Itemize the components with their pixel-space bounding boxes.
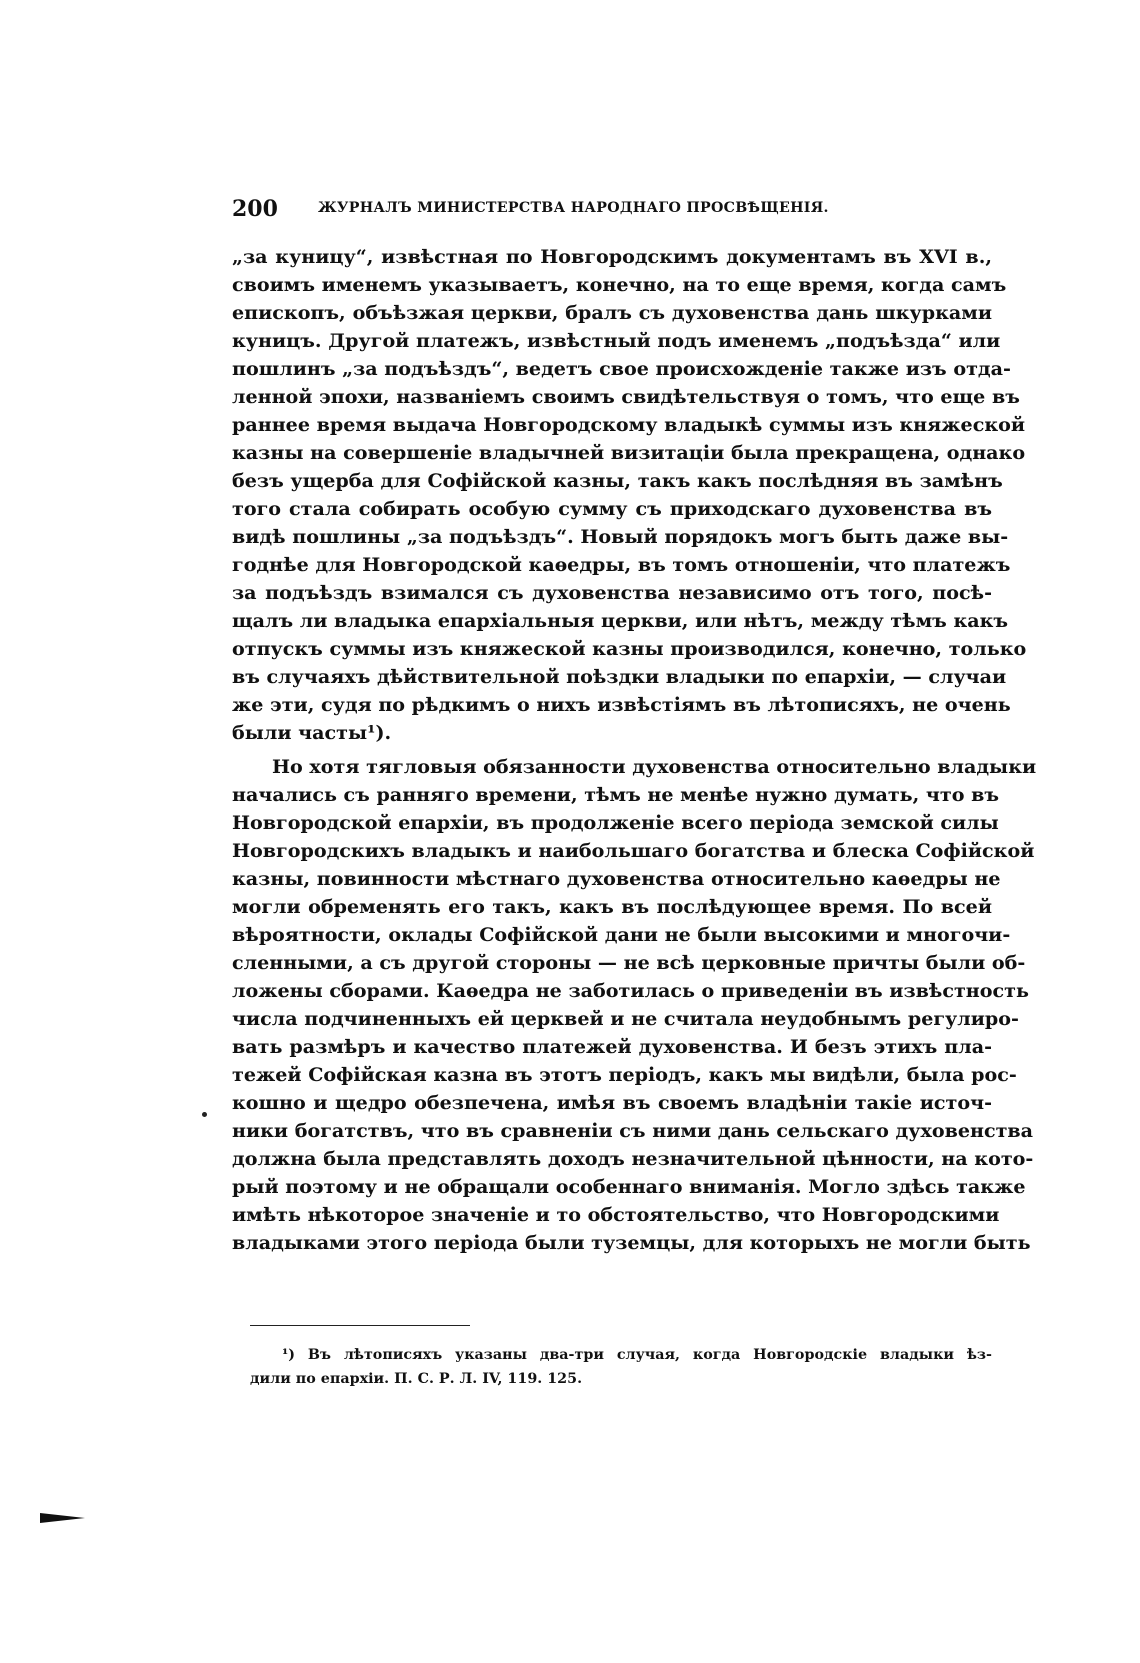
body-line: тежей Софійская казна въ этотъ періодъ, какъ мы видѣли, была рос- [232,1063,1017,1086]
footnote-divider [250,1325,470,1326]
journal-title: ЖУРНАЛЪ МИНИСТЕРСТВА НАРОДНАГО ПРОСВѢЩЕНІЯ. [318,200,829,216]
body-line: владыками этого періода были туземцы, для которыхъ не могли быть [232,1231,1031,1254]
body-line: отпускъ суммы изъ княжеской казны производился, конечно, только [232,637,1027,660]
body-line: раннее время выдача Новгородскому владыкѣ суммы изъ княжеской [232,413,1026,436]
scan-speck [202,1112,207,1117]
body-line: въ случаяхъ дѣйствительной поѣздки владыки по епархіи, — случаи [232,665,1007,688]
body-line: должна была представлять доходъ незначительной цѣнности, на кото- [232,1147,1034,1170]
body-line: были часты¹). [232,721,392,744]
body-line: кошно и щедро обезпечена, имѣя въ своемъ владѣніи такіе источ- [232,1091,992,1114]
body-line: епископъ, объѣзжая церкви, бралъ съ духовенства дань шкурками [232,301,992,324]
body-line: могли обременять его такъ, какъ въ послѣдующее время. По всей [232,895,992,918]
footnote-line: дили по епархіи. П. С. Р. Л. IV, 119. 125. [250,1371,583,1387]
body-line: за подъѣздъ взимался съ духовенства независимо отъ того, посѣ- [232,581,992,604]
body-line: сленными, а съ другой стороны — не всѣ церковные причты были об- [232,951,1026,974]
page-number: 200 [232,196,278,222]
body-line: вать размѣръ и качество платежей духовенства. И безъ этихъ пла- [232,1035,992,1058]
body-line: видѣ пошлины „за подъѣздъ“. Новый порядокъ могъ быть даже вы- [232,525,1009,548]
running-head [232,196,992,226]
body-line: казны, повинности мѣстнаго духовенства относительно каѳедры не [232,867,1001,890]
body-line: Новгородскихъ владыкъ и наибольшаго богатства и блеска Софійской [232,839,1035,862]
body-line: рый поэтому и не обращали особеннаго вниманія. Могло здѣсь также [232,1175,1026,1198]
body-line: пошлинъ „за подъѣздъ“, ведетъ свое происхожденіе также изъ отда- [232,357,1011,380]
body-line: Новгородской епархіи, въ продолженіе всего періода земской силы [232,811,999,834]
body-line: ленной эпохи, названіемъ своимъ свидѣтельствуя о томъ, что еще въ [232,385,1020,408]
body-line: казны на совершеніе владычней визитаціи была прекращена, однако [232,441,1026,464]
body-line: числа подчиненныхъ ей церквей и не считала неудобнымъ регулиро- [232,1007,1019,1030]
scan-edge-mark [40,1513,85,1523]
body-line: ложены сборами. Каѳедра не заботилась о приведеніи въ извѣстность [232,979,1029,1002]
body-line: безъ ущерба для Софійской казны, такъ какъ послѣдняя въ замѣнъ [232,469,1003,492]
body-line: имѣть нѣкоторое значеніе и то обстоятельство, что Новгородскими [232,1203,1000,1226]
body-line: „за куницу“, извѣстная по Новгородскимъ документамъ въ XVI в., [232,245,992,268]
body-line: того стала собирать особую сумму съ приходскаго духовенства въ [232,497,992,520]
body-line: вѣроятности, оклады Софійской дани не были высокими и многочи- [232,923,1011,946]
body-line: своимъ именемъ указываетъ, конечно, на то еще время, когда самъ [232,273,1007,296]
body-line: куницъ. Другой платежъ, извѣстный подъ именемъ „подъѣзда“ или [232,329,1001,352]
body-line: ники богатствъ, что въ сравненіи съ ними дань сельскаго духовенства [232,1119,1034,1142]
body-line: Но хотя тягловыя обязанности духовенства относительно владыки [272,755,1037,778]
footnote-line: ¹) Въ лѣтописяхъ указаны два-три случая, когда Новгородскіе владыки ѣз- [282,1347,992,1363]
body-line: годнѣе для Новгородской каѳедры, въ томъ отношеніи, что платежъ [232,553,1011,576]
body-line: щалъ ли владыка епархіальныя церкви, или нѣтъ, между тѣмъ какъ [232,609,1009,632]
body-line: начались съ ранняго времени, тѣмъ не менѣе нужно думать, что въ [232,783,1000,806]
body-line: же эти, судя по рѣдкимъ о нихъ извѣстіямъ въ лѣтописяхъ, не очень [232,693,1011,716]
